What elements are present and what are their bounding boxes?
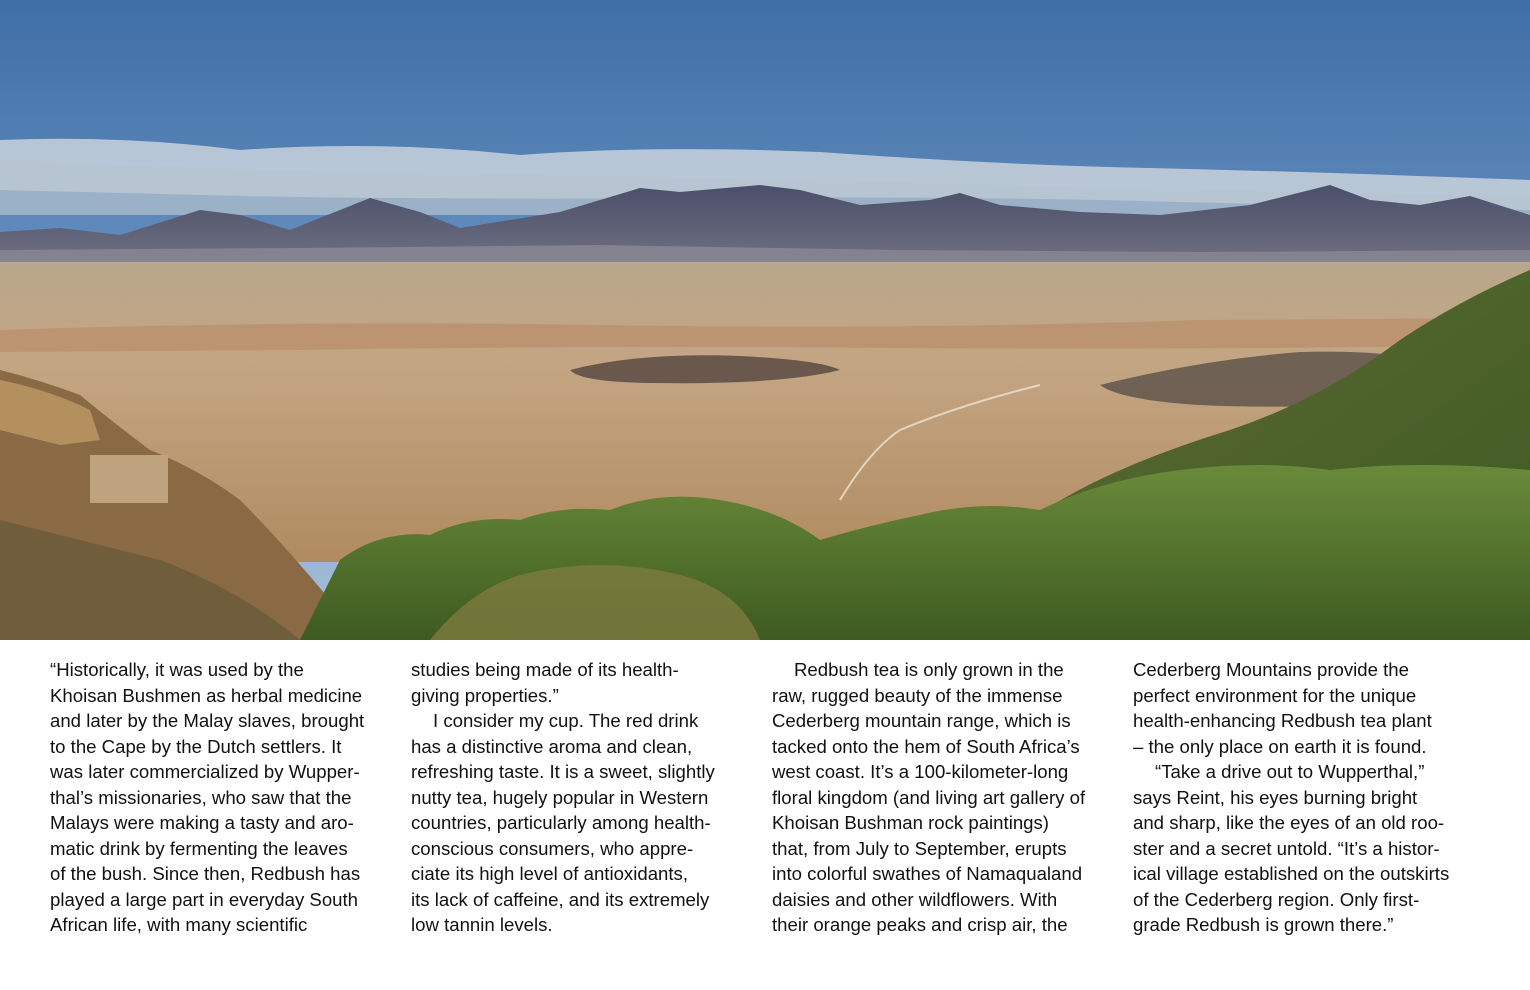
article-line: countries, particularly among health- [411, 812, 711, 833]
article-column-1 [50, 657, 392, 938]
article-line: ster and a secret untold. “It’s a histor- [1133, 837, 1440, 859]
article-line: that, from July to September, erupts [772, 837, 1067, 859]
article-line: conscious consumers, who appre- [411, 837, 694, 859]
article-body [0, 640, 1530, 990]
article-line: Khoisan Bushman rock paintings) [772, 812, 1049, 833]
article-line: and later by the Malay slaves, brought [50, 710, 365, 731]
article-line: – the only place on earth it is found. [1133, 735, 1427, 757]
article-line-text: “Take a drive out to Wupperthal,” [1155, 761, 1425, 782]
article-line: and sharp, like the eyes of an old roo- [1133, 812, 1445, 833]
article-line: says Reint, his eyes burning bright [1133, 786, 1418, 808]
article-line: Khoisan Bushmen as herbal medicine [50, 684, 363, 706]
article-line: Malays were making a tasty and aro- [50, 812, 354, 833]
article-line: tacked onto the hem of South Africa’s [772, 735, 1080, 757]
article-line: perfect environment for the unique [1133, 684, 1417, 706]
article-line: grade Redbush is grown there.” [1133, 914, 1394, 935]
article-line: “Historically, it was used by the [50, 659, 304, 680]
article-line: west coast. It’s a 100-kilometer-long [772, 761, 1069, 782]
article-line: of the Cederberg region. Only first- [1133, 888, 1420, 910]
article-line-text: I consider my cup. The red drink [433, 710, 699, 731]
article-line: nutty tea, hugely popular in Western [411, 786, 709, 808]
article-line: of the bush. Since then, Redbush has [50, 863, 361, 884]
article-line [411, 708, 753, 734]
article-line: matic drink by fermenting the leaves [50, 837, 348, 859]
article-line: has a distinctive aroma and clean, [411, 735, 693, 757]
article-line: thal’s missionaries, who saw that the [50, 786, 352, 808]
article-line: was later commercialized by Wupper- [50, 761, 360, 782]
article-line: studies being made of its health- [411, 659, 679, 680]
article-line: ciate its high level of antioxidants, [411, 863, 688, 884]
article-line: giving properties.” [411, 684, 559, 706]
article-line: their orange peaks and crisp air, the [772, 914, 1068, 935]
article-line: ical village established on the outskirts [1133, 863, 1450, 884]
article-line: its lack of caffeine, and its extremely [411, 888, 710, 910]
article-line-text: Redbush tea is only grown in the [794, 659, 1064, 680]
article-line: daisies and other wildflowers. With [772, 888, 1058, 910]
article-line [772, 657, 1114, 683]
article-line: Cederberg mountain range, which is [772, 710, 1071, 731]
article-column-3 [772, 657, 1114, 938]
article-line: into colorful swathes of Namaqualand [772, 863, 1083, 884]
article-line: played a large part in everyday South [50, 888, 359, 910]
article-line: Cederberg Mountains provide the [1133, 659, 1409, 680]
article-line: health-enhancing Redbush tea plant [1133, 710, 1432, 731]
article-line: refreshing taste. It is a sweet, slightly [411, 761, 715, 782]
article-line: floral kingdom (and living art gallery of [772, 786, 1086, 808]
article-column-4 [1133, 657, 1475, 938]
article-line: African life, with many scientific [50, 914, 308, 935]
article-line: raw, rugged beauty of the immense [772, 684, 1063, 706]
article-line [1133, 759, 1475, 785]
article-line: to the Cape by the Dutch settlers. It [50, 735, 342, 757]
article-column-2 [411, 657, 753, 938]
article-line: low tannin levels. [411, 914, 553, 935]
